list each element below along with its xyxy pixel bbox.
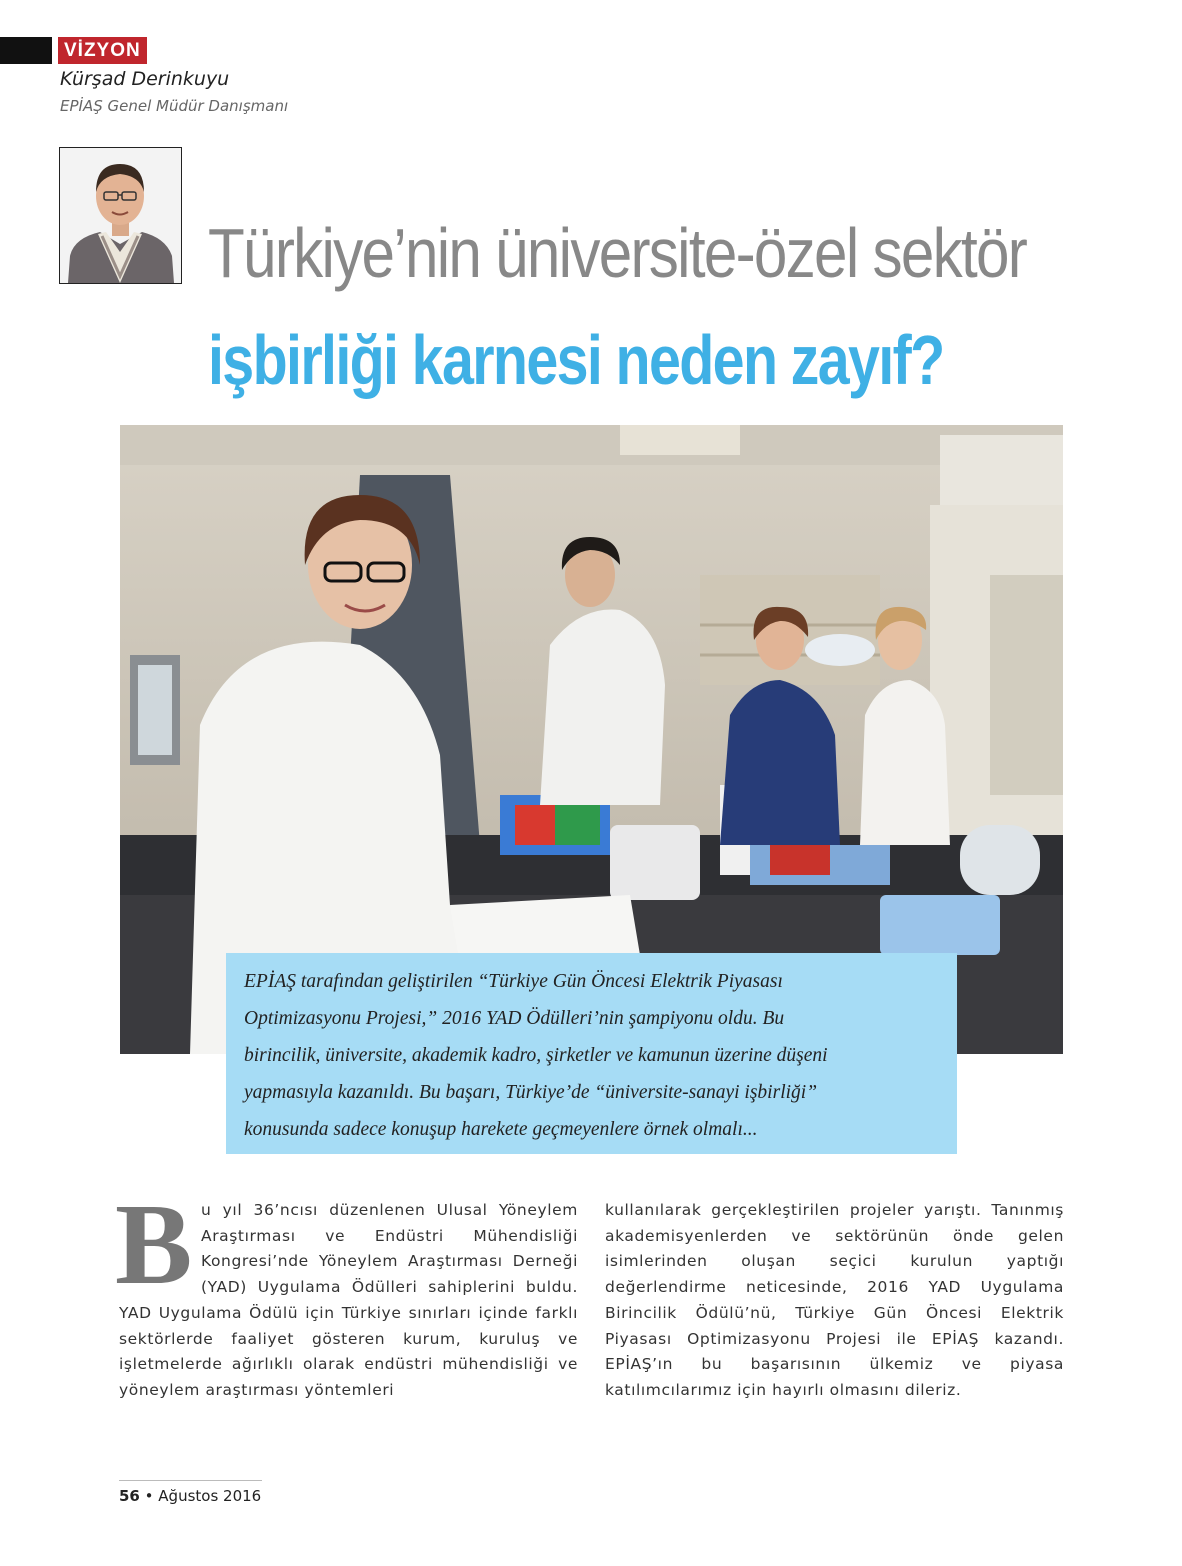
article-title-line-2: işbirliği karnesi neden zayıf?: [208, 321, 944, 399]
pull-quote-line: birincilik, üniversite, akademik kadro, şirketler ve kamunun üzerine düşeni: [244, 1045, 828, 1066]
author-portrait-drawing: [60, 148, 181, 283]
author-role: EPİAŞ Genel Müdür Danışmanı: [60, 97, 289, 115]
section-marker-bar: [0, 37, 52, 64]
author-portrait: [59, 147, 182, 284]
section-label: VİZYON: [58, 37, 147, 64]
page-number: 56: [119, 1487, 140, 1505]
pull-quote-line: EPİAŞ tarafından geliştirilen “Türkiye Gün Öncesi Elektrik Piyasası: [244, 971, 783, 992]
footer-rule: [119, 1480, 262, 1481]
pull-quote-box: [226, 953, 957, 1154]
pull-quote-line: yapmasıyla kazanıldı. Bu başarı, Türkiye’de “üniversite-sanayi işbirliği”: [244, 1082, 818, 1103]
body-column-left: [115, 1181, 578, 1404]
folio-separator: •: [144, 1487, 154, 1505]
pull-quote-line: konusunda sadece konuşup harekete geçmeyenlere örnek olmalı...: [244, 1119, 758, 1140]
drop-cap: B: [115, 1181, 193, 1309]
issue-date: Ağustos 2016: [158, 1487, 262, 1505]
author-name: Kürşad Derinkuyu: [60, 68, 230, 90]
pull-quote-line: Optimizasyonu Projesi,” 2016 YAD Ödülleri’nin şampiyonu oldu. Bu: [244, 1008, 785, 1029]
body-paragraph-right: kullanılarak gerçekleştirilen projeler yarıştı. Tanınmış akademisyenlerden ve sektörünün önde gelen isimlerinden oluşan seçici kurulun yaptığı değerlendirme neticesinde, 2016 YAD Uygulama Birincilik Ödülü’nü, Türkiye Gün Öncesi Elektrik Piyasası Optimizasyonu Projesi ile EPİAŞ kazandı. EPİAŞ’ın bu başarısının ülkemiz ve piyasa katılımcılarımız için hayırlı olmasını dileriz.: [605, 1201, 1064, 1399]
page-folio: [119, 1487, 261, 1505]
body-column-right: [605, 1198, 1064, 1404]
article-title-line-1: Türkiye’nin üniversite-özel sektör: [208, 214, 1027, 292]
body-paragraph-left: u yıl 36’ncısı düzenlenen Ulusal Yöneylem Araştırması ve Endüstri Mühendisliği Kongresi’nde Yöneylem Araştırması Derneği (YAD) Uygulama Ödülleri sahiplerini buldu. YAD Uygulama Ödülü için Türkiye sınırları içinde farklı sektörlerde faaliyet gösteren kurum, kuruluş ve işletmelerde ağırlıklı olarak endüstri mühendisliği ve yöneylem araştırması yöntemleri: [119, 1201, 578, 1399]
